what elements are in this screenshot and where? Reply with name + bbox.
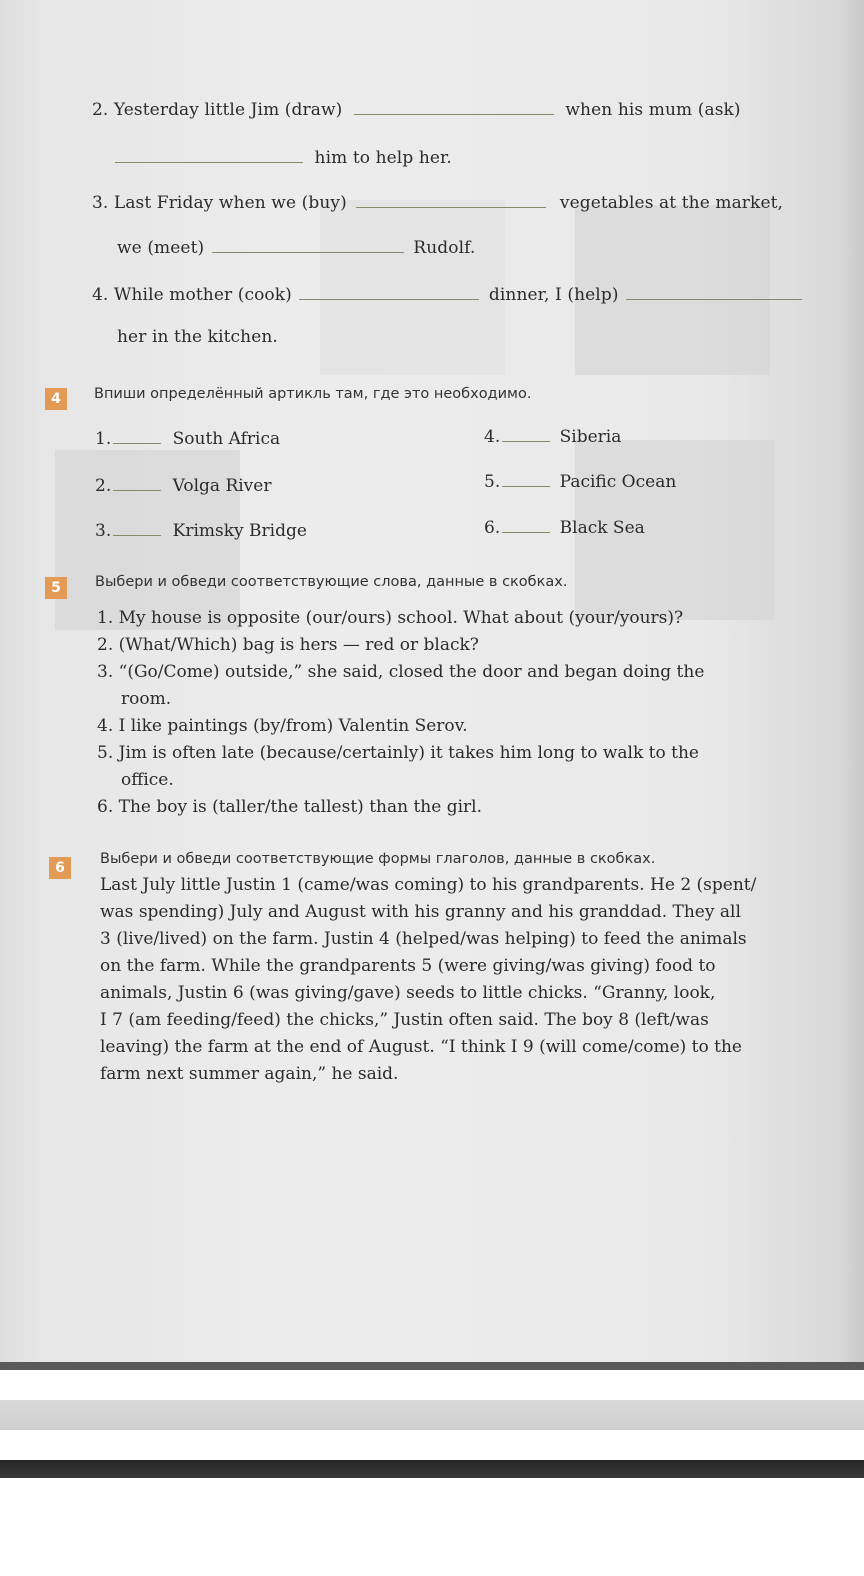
scanner-edge-dark [0,1460,864,1478]
ex5-line: 3. “(Go/Come) outside,” she said, closed the door and began doing the [97,662,705,682]
ex3-item3-text-b: vegetables at the market, [559,193,784,213]
answer-blank[interactable] [356,189,546,208]
ex3-item4-text-c: her in the kitchen. [117,327,278,347]
article-item-6 [484,518,645,538]
article-item-text: Pacific Ocean [559,472,677,492]
ex5-line: 2. (What/Which) bag is hers — red or black? [97,635,479,655]
ex5-line: 6. The boy is (taller/the tallest) than the girl. [97,797,482,817]
exercise-6-text [100,872,832,1088]
ex6-line: I 7 (am feeding/feed) the chicks,” Justin often said. The boy 8 (left/was [100,1010,709,1030]
answer-blank[interactable] [626,281,802,300]
ex3-item4-line2 [117,327,278,347]
ex6-line: farm next summer again,” he said. [100,1064,399,1084]
answer-blank[interactable] [502,427,550,442]
ex3-item2-text-b: when his mum (ask) [565,100,741,120]
ex3-item2-line2 [115,144,452,168]
ex6-line: Last July little Justin 1 (came/was coming) to his grandparents. He 2 (spent/ [100,875,757,895]
exercise-4-instruction: Впиши определённый артикль там, где это необходимо. [94,386,532,402]
article-item-number: 1. [95,429,112,449]
exercise-6-instruction: Выбери и обведи соответствующие формы глаголов, данные в скобках. [100,851,656,867]
ex3-item3-line1 [92,189,783,213]
ex3-item2-line1 [92,96,741,120]
ex3-item3-line2 [117,234,475,258]
article-item-1 [95,429,280,449]
article-item-number: 3. [95,521,112,541]
ex3-item4-line1 [92,281,802,305]
exercise-4-badge: 4 [45,388,67,410]
ex5-line: room. [121,689,172,709]
article-item-number: 4. [484,427,501,447]
ex6-line: was spending) July and August with his granny and his granddad. They all [100,902,741,922]
article-item-number: 2. [95,476,112,496]
ex6-line: leaving) the farm at the end of August. “I think I 9 (will come/come) to the [100,1037,742,1057]
exercise-5-badge: 5 [45,577,67,599]
ex3-item4-text-b: dinner, I (help) [488,285,619,305]
ex6-line: 3 (live/lived) on the farm. Justin 4 (helped/was helping) to feed the animals [100,929,747,949]
answer-blank[interactable] [502,518,550,533]
ex5-line: 1. My house is opposite (our/ours) school. What about (your/yours)? [97,608,684,628]
ex5-line: 5. Jim is often late (because/certainly) it takes him long to walk to the [97,743,699,763]
answer-blank[interactable] [502,472,550,487]
scanner-band [0,1400,864,1430]
ex3-item2-text-c: him to help her. [314,148,452,168]
article-item-text: South Africa [172,429,281,449]
answer-blank[interactable] [212,234,404,253]
ex3-item3-text-c: we (meet) [117,238,205,258]
article-item-text: Volga River [172,476,272,496]
article-item-3 [95,521,307,541]
answer-blank[interactable] [354,96,554,115]
ex5-line: office. [121,770,174,790]
answer-blank[interactable] [115,144,303,163]
article-item-number: 5. [484,472,501,492]
article-item-number: 6. [484,518,501,538]
article-item-5 [484,472,676,492]
ex3-item2-text: 2. Yesterday little Jim (draw) [92,100,343,120]
exercise-5-instruction: Выбери и обведи соответствующие слова, данные в скобках. [95,574,568,590]
ex6-line: on the farm. While the grandparents 5 (were giving/was giving) food to [100,956,716,976]
answer-blank[interactable] [113,429,161,444]
article-item-2 [95,476,271,496]
article-item-text: Black Sea [559,518,645,538]
ex5-line: 4. I like paintings (by/from) Valentin Serov. [97,716,468,736]
answer-blank[interactable] [299,281,479,300]
ex6-line: animals, Justin 6 (was giving/gave) seeds to little chicks. “Granny, look, [100,983,716,1003]
article-item-4 [484,427,621,447]
ex3-item4-text: 4. While mother (cook) [92,285,292,305]
exercise-5-list [97,605,829,821]
article-item-text: Siberia [559,427,622,447]
article-item-text: Krimsky Bridge [172,521,307,541]
answer-blank[interactable] [113,476,161,491]
page-edge-shadow [0,1362,864,1370]
exercise-6-badge: 6 [49,857,71,879]
answer-blank[interactable] [113,521,161,536]
ex3-item3-text-d: Rudolf. [413,238,476,258]
ex3-item3-text: 3. Last Friday when we (buy) [92,193,347,213]
